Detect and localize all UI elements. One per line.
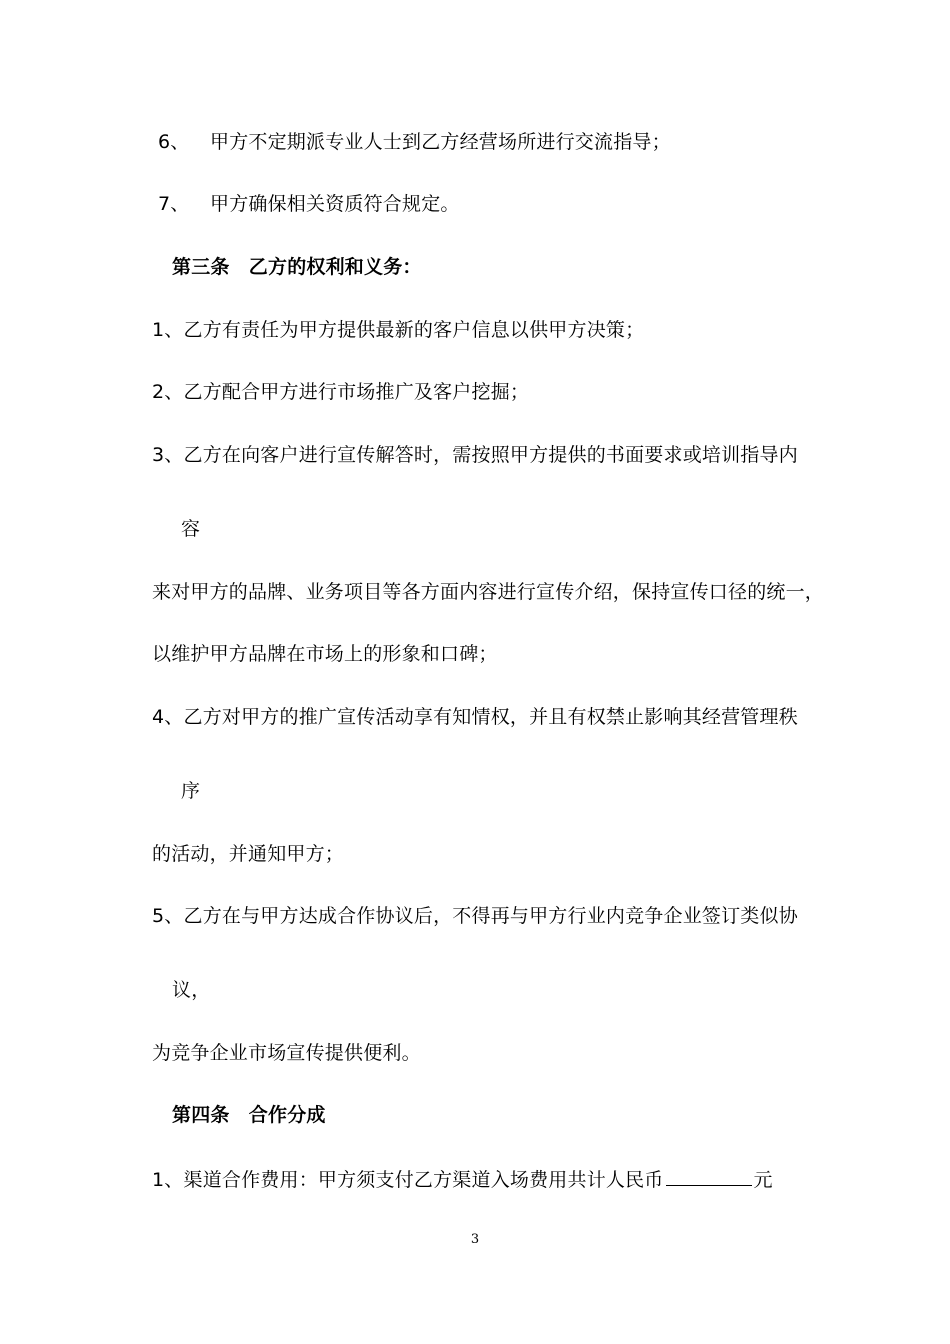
article-4-heading: 第四条 合作分成 <box>172 1104 326 1126</box>
article-3-item-4-line-3: 的活动，并通知甲方； <box>152 843 345 865</box>
article-3-item-4-line-1: 4、乙方对甲方的推广宣传活动享有知情权，并且有权禁止影响其经营管理秩 <box>152 706 798 728</box>
clause-6 <box>158 130 671 154</box>
article-4-item-1 <box>152 1165 773 1192</box>
article-3-item-3-line-1: 3、乙方在向客户进行宣传解答时，需按照甲方提供的书面要求或培训指导内 <box>152 444 798 466</box>
article-3-item-2: 2、乙方配合甲方进行市场推广及客户挖掘； <box>152 381 530 403</box>
article-3-item-3-line-2: 容 <box>181 518 201 540</box>
article-3-item-5-line-2: 议， <box>172 979 211 1001</box>
article-3-heading: 第三条 乙方的权利和义务： <box>172 256 422 278</box>
clause-6-number: 6、 <box>158 131 190 153</box>
article-3-item-5-line-1: 5、乙方在与甲方达成合作协议后，不得再与甲方行业内竞争企业签订类似协 <box>152 905 798 927</box>
article-3-item-3-line-4: 以维护甲方品牌在市场上的形象和口碑； <box>152 643 498 665</box>
amount-blank-field[interactable] <box>666 1165 752 1186</box>
article-3-item-1: 1、乙方有责任为甲方提供最新的客户信息以供甲方决策； <box>152 319 645 341</box>
page-number: 3 <box>470 1232 480 1247</box>
article-4-item-1-text: 1、渠道合作费用：甲方须支付乙方渠道入场费用共计人民币 <box>152 1169 664 1191</box>
clause-7-number: 7、 <box>158 193 190 215</box>
clause-6-text: 甲方不定期派专业人士到乙方经营场所进行交流指导； <box>210 131 671 153</box>
clause-7 <box>158 192 460 216</box>
currency-unit: 元 <box>753 1169 773 1191</box>
article-3-item-4-line-2: 序 <box>181 780 201 802</box>
clause-7-text: 甲方确保相关资质符合规定。 <box>210 193 460 215</box>
article-3-item-5-line-3: 为竞争企业市场宣传提供便利。 <box>152 1042 421 1064</box>
article-3-item-3-line-3: 来对甲方的品牌、业务项目等各方面内容进行宣传介绍，保持宣传口径的统一， <box>152 581 825 603</box>
